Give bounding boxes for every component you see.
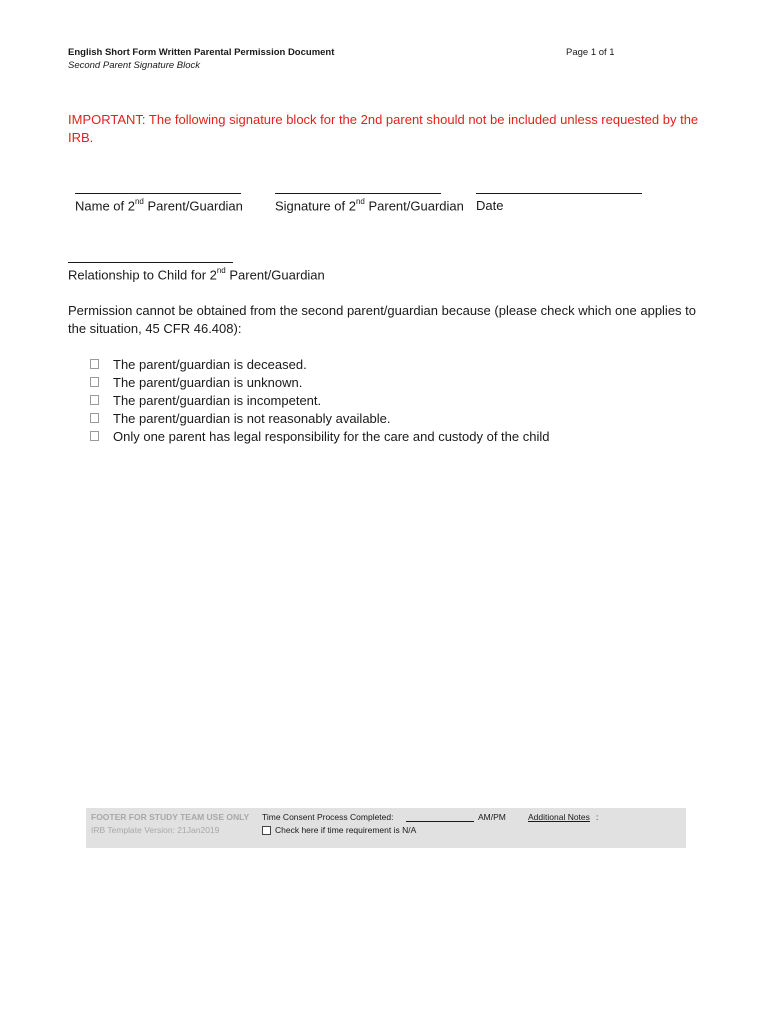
na-check-label: Check here if time requirement is N/A — [275, 825, 417, 835]
name-signature-line[interactable] — [75, 193, 241, 194]
reason-checkbox[interactable] — [90, 413, 99, 423]
reason-label: The parent/guardian is not reasonably available. — [113, 410, 391, 426]
document-title: English Short Form Written Parental Permission Document — [68, 47, 335, 58]
reason-label: Only one parent has legal responsibility for the care and custody of the child — [113, 428, 550, 444]
list-item — [90, 391, 549, 409]
study-team-footer — [86, 808, 686, 848]
reason-label: The parent/guardian is deceased. — [113, 356, 307, 372]
date-signature-line[interactable] — [476, 193, 642, 194]
important-notice: IMPORTANT: The following signature block for the 2nd parent should not be included unless requested by the IRB. — [68, 112, 699, 145]
list-item — [90, 409, 549, 427]
list-item — [90, 355, 549, 373]
reason-label: The parent/guardian is incompetent. — [113, 392, 322, 408]
signature-parent-label: Signature of 2nd Parent/Guardian — [275, 197, 464, 214]
date-label: Date — [476, 198, 504, 213]
page-indicator: Page 1 of 1 — [566, 47, 615, 58]
signature-line[interactable] — [275, 193, 441, 194]
na-check-row — [262, 825, 416, 835]
document-subtitle: Second Parent Signature Block — [68, 60, 201, 71]
additional-notes-label: Additional Notes — [528, 812, 590, 822]
reason-checkbox[interactable] — [90, 359, 99, 369]
time-completed-field[interactable] — [406, 821, 474, 822]
reason-checkbox[interactable] — [90, 377, 99, 387]
reason-checkbox[interactable] — [90, 431, 99, 441]
list-item — [90, 373, 549, 391]
relationship-label: Relationship to Child for 2nd Parent/Guardian — [68, 266, 325, 283]
na-checkbox[interactable] — [262, 826, 271, 835]
footer-heading: FOOTER FOR STUDY TEAM USE ONLY — [91, 812, 250, 822]
list-item — [90, 427, 549, 445]
reason-checkbox[interactable] — [90, 395, 99, 405]
reason-label: The parent/guardian is unknown. — [113, 374, 303, 390]
permission-statement: Permission cannot be obtained from the second parent/guardian because (please check which one applies to the situation, 45 CFR 46.408): — [68, 303, 697, 336]
relationship-line[interactable] — [68, 262, 233, 263]
ampm-label: AM/PM — [478, 812, 506, 822]
template-version: IRB Template Version: 21Jan2019 — [91, 825, 220, 835]
additional-notes-colon: : — [596, 812, 599, 822]
time-completed-label: Time Consent Process Completed: — [262, 812, 394, 822]
reason-checklist — [90, 355, 549, 445]
name-parent-label: Name of 2nd Parent/Guardian — [75, 197, 243, 214]
